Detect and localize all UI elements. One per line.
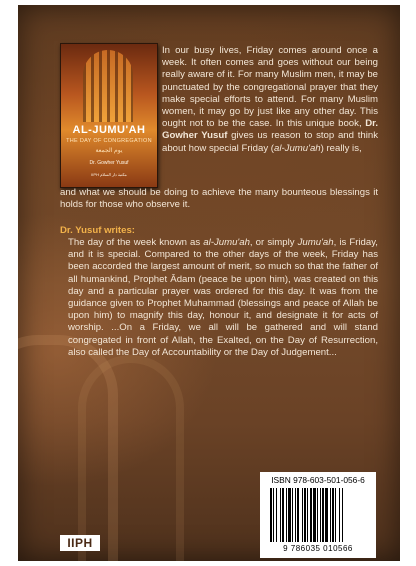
barcode-number: 9 786035 010566 <box>283 544 353 553</box>
isbn-text: ISBN 978-603-501-056-6 <box>271 475 365 485</box>
barcode-bar <box>276 488 277 542</box>
barcode-bar <box>320 488 321 542</box>
barcode-bar <box>270 488 272 542</box>
cover-title: AL-JUMU'AH <box>72 124 146 136</box>
front-cover-thumbnail <box>60 43 158 188</box>
barcode-label <box>260 472 376 558</box>
barcode-bar <box>286 488 287 542</box>
barcode-bar <box>273 488 274 542</box>
barcode-bar <box>288 488 291 542</box>
barcode-bar <box>330 488 331 542</box>
cover-artwork <box>83 50 133 122</box>
cover-author: Dr. Gowher Yusuf <box>89 160 129 166</box>
intro-paragraph-continued: and what we should be doing to achieve the many bounteous blessings it holds for those who observe it. <box>60 187 378 211</box>
barcode-bar <box>295 488 296 542</box>
quote-paragraph: The day of the week known as al-Jumu'ah, or simply Jumu'ah, is Friday, and it is special. Compared to the other days of the week, Friday has been accorded the largest amount of merit, so much so that the father of all humankind, Prophet Âdam (peace be upon him), was created on this day and a particular prayer was ordered for this day. It was from the guidance given to Prophet Muhammad (blessings and peace of Allah be upon him) to magnify this day, honour it, and designate it for acts of worship. ...On a Friday, we all will be gathered and will stand congregated in front of Allah, the Exalted, on the Day of Resurrection, also called the Day of Accountability or the Day of Judgement... <box>68 237 378 358</box>
barcode-bar <box>302 488 303 542</box>
barcode-bar <box>342 488 343 542</box>
barcode-bar <box>325 488 328 542</box>
book-back-cover <box>18 5 400 561</box>
barcode-bar <box>322 488 324 542</box>
publisher-logo: IIPH <box>60 535 100 551</box>
cover-arabic-title: يوم الجمعة <box>95 148 123 154</box>
intro-paragraph: In our busy lives, Friday comes around once a week. It often comes and goes without our being really aware of it. For many Muslim men, it may be punctuated by the congregational prayer that they make special efforts to attend. For many Muslim women, it may go by just like any other day. This ought not to be the case. In this unique book, Dr. Gowher Yusuf gives us reason to stop and think about how special Friday (al-Jumu'ah) really is, <box>162 45 378 154</box>
barcode-bar <box>282 488 284 542</box>
cover-subtitle: THE DAY OF CONGREGATION <box>66 138 152 144</box>
barcode <box>270 488 366 542</box>
barcode-bar <box>297 488 299 542</box>
barcode-bar <box>317 488 318 542</box>
barcode-bar <box>304 488 306 542</box>
barcode-bar <box>339 488 340 542</box>
barcode-bar <box>307 488 308 542</box>
cover-publisher: IIPH مكتبة دار السلام <box>91 172 127 177</box>
barcode-bar <box>313 488 316 542</box>
barcode-bar <box>292 488 293 542</box>
arch-decoration <box>78 355 184 561</box>
quote-heading: Dr. Yusuf writes: <box>60 225 135 236</box>
author-name: Dr. Gowher Yusuf <box>162 118 378 142</box>
barcode-bar <box>310 488 312 542</box>
barcode-bar <box>332 488 334 542</box>
barcode-bar <box>280 488 281 542</box>
barcode-bar <box>335 488 336 542</box>
